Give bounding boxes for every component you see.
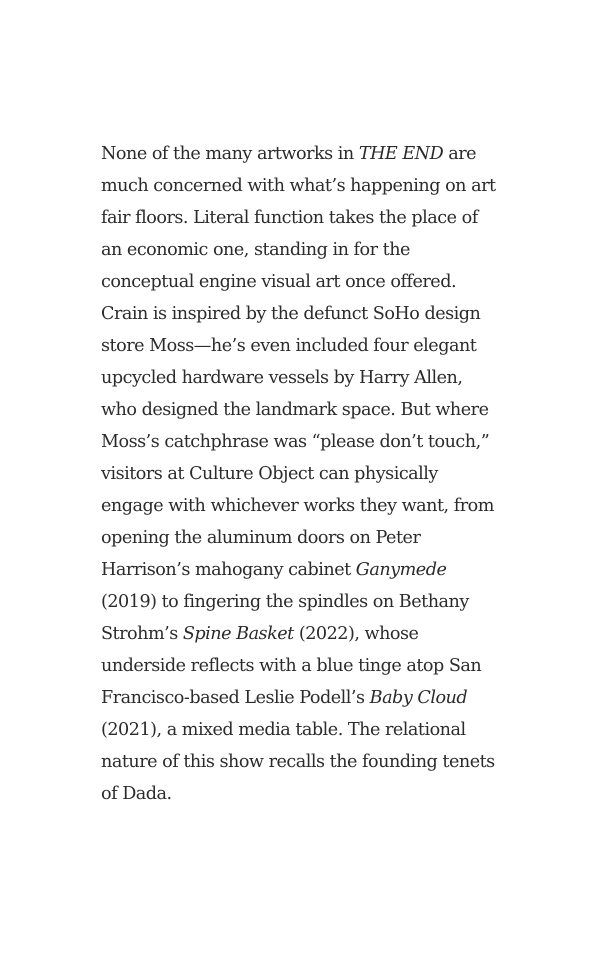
text-line bbox=[101, 266, 501, 298]
text-run: None of the many artworks in bbox=[101, 144, 359, 164]
text-run: upcycled hardware vessels by Harry Allen, bbox=[101, 368, 463, 388]
text-run: (2019) to fingering the spindles on Bethany bbox=[101, 592, 469, 612]
artwork-title: THE END bbox=[358, 144, 444, 164]
artwork-title: Baby Cloud bbox=[369, 688, 468, 708]
text-run: opening the aluminum doors on Peter bbox=[101, 528, 421, 548]
artwork-title: Spine Basket bbox=[182, 624, 294, 644]
text-line bbox=[101, 298, 501, 330]
text-line bbox=[101, 618, 501, 650]
text-run: engage with whichever works they want, from bbox=[101, 496, 494, 516]
text-run: underside reflects with a blue tinge atop San bbox=[101, 656, 482, 676]
text-run: are bbox=[443, 144, 477, 164]
text-run: Strohm’s bbox=[101, 624, 183, 644]
text-run: Harrison’s mahogany cabinet bbox=[101, 560, 356, 580]
text-run: much concerned with what’s happening on art bbox=[101, 176, 496, 196]
text-run: (2021), a mixed media table. The relational bbox=[101, 720, 466, 740]
text-line bbox=[101, 170, 501, 202]
text-run: fair floors. Literal function takes the place of bbox=[101, 208, 478, 228]
text-run: visitors at Culture Object can physically bbox=[101, 464, 438, 484]
text-run: conceptual engine visual art once offered. bbox=[101, 272, 457, 292]
text-line bbox=[101, 746, 501, 778]
text-line bbox=[101, 714, 501, 746]
text-run: an economic one, standing in for the bbox=[101, 240, 410, 260]
text-line bbox=[101, 202, 501, 234]
text-run: store Moss—he’s even included four elegant bbox=[101, 336, 477, 356]
text-line bbox=[101, 138, 501, 170]
article-body bbox=[101, 138, 501, 810]
article-paragraph bbox=[101, 138, 501, 810]
text-line bbox=[101, 234, 501, 266]
text-run: of Dada. bbox=[101, 784, 172, 804]
text-line bbox=[101, 554, 501, 586]
text-line bbox=[101, 682, 501, 714]
text-line bbox=[101, 394, 501, 426]
text-run: Crain is inspired by the defunct SoHo design bbox=[101, 304, 481, 324]
text-line bbox=[101, 650, 501, 682]
text-line bbox=[101, 426, 501, 458]
text-run: Francisco-based Leslie Podell’s bbox=[101, 688, 370, 708]
text-line bbox=[101, 458, 501, 490]
text-line bbox=[101, 362, 501, 394]
text-line bbox=[101, 330, 501, 362]
text-line bbox=[101, 586, 501, 618]
text-run: (2022), whose bbox=[293, 624, 419, 644]
artwork-title: Ganymede bbox=[355, 560, 447, 580]
text-run: nature of this show recalls the founding tenets bbox=[101, 752, 495, 772]
text-line bbox=[101, 522, 501, 554]
text-run: Moss’s catchphrase was “please don’t touch,” bbox=[101, 432, 490, 452]
text-run: who designed the landmark space. But where bbox=[101, 400, 489, 420]
text-line bbox=[101, 778, 501, 810]
text-line bbox=[101, 490, 501, 522]
